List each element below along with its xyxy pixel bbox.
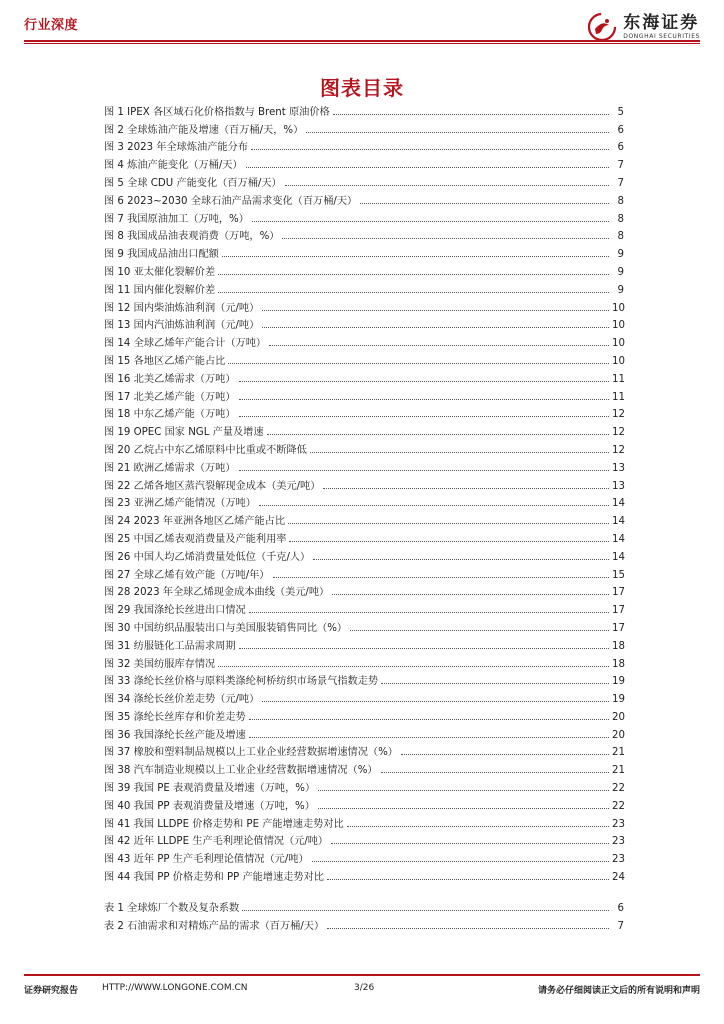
- toc-figure-entry-label: 图 43 近年 PP 生产毛利理论值情况（元/吨）: [104, 854, 309, 866]
- toc-table-entry-page: 6: [617, 902, 624, 914]
- toc-figure-entry-label: 图 21 欧洲乙烯需求（万吨）: [104, 462, 236, 474]
- logo-name-cn: 东海证券: [623, 12, 700, 33]
- toc-figure-entry-label: 图 19 OPEC 国家 NGL 产量及增速: [104, 427, 264, 439]
- dot-leader: [273, 577, 610, 578]
- dot-leader: [239, 416, 609, 417]
- dot-leader: [381, 772, 609, 773]
- toc-figure-entry[interactable]: [104, 118, 624, 136]
- toc-figure-entry-page: 22: [612, 783, 625, 795]
- page-title: 图表目录: [320, 76, 404, 100]
- toc-figure-entry-label: 图 34 涤纶长丝价差走势（元/吨）: [104, 694, 260, 706]
- header-divider: [24, 40, 700, 42]
- toc-figure-entry-page: 19: [612, 676, 625, 688]
- toc-figure-entry-label: 图 36 我国涤纶长丝产能及增速: [104, 729, 246, 741]
- dot-leader: [262, 701, 609, 702]
- toc-figure-entry-page: 17: [612, 622, 625, 634]
- toc-figure-entry-page: 21: [612, 765, 625, 777]
- toc-figure-entry[interactable]: [104, 153, 624, 171]
- toc-figure-entry-page: 9: [617, 284, 624, 296]
- toc-figure-entry-label: 图 37 橡胶和塑料制品规模以上工业企业经营数据增速情况（%）: [104, 747, 398, 759]
- toc-figure-entry-page: 11: [612, 373, 625, 385]
- dot-leader: [239, 399, 609, 400]
- dot-leader: [239, 648, 609, 649]
- toc-figure-entry-page: 23: [612, 854, 625, 866]
- toc-figure-entry-page: 17: [612, 587, 625, 599]
- toc-figure-entry-page: 15: [612, 569, 625, 581]
- toc-figure-entry[interactable]: [104, 278, 624, 296]
- toc-figure-entry-page: 10: [612, 338, 625, 350]
- toc-figure-entry-page: 8: [617, 231, 624, 243]
- toc-figure-entry-page: 21: [612, 747, 625, 759]
- toc-figure-entry-page: 17: [612, 605, 625, 617]
- toc-figure-entry[interactable]: [104, 474, 624, 492]
- toc-figure-entry[interactable]: [104, 456, 624, 474]
- toc-figure-entry[interactable]: [104, 438, 624, 456]
- toc-figure-entry[interactable]: [104, 527, 624, 545]
- dot-leader: [218, 292, 609, 293]
- toc-figure-entry[interactable]: [104, 242, 624, 260]
- dot-leader: [401, 754, 609, 755]
- logo-mark-icon: [587, 12, 617, 42]
- dot-leader: [262, 327, 609, 328]
- section-tag: 行业深度: [24, 18, 79, 33]
- dot-leader: [288, 523, 609, 524]
- toc-figure-entry-label: 图 2 全球炼油产能及增速（百万桶/天，%）: [104, 124, 304, 136]
- toc-figure-entry-page: 5: [617, 106, 624, 118]
- toc-figure-entry-label: 图 28 2023 年全球乙烯现金成本曲线（美元/吨）: [104, 587, 330, 599]
- toc-figure-entry-page: 14: [612, 498, 625, 510]
- dot-leader: [249, 612, 609, 613]
- toc-figure-entry-page: 13: [612, 480, 625, 492]
- toc-figure-entry-page: 18: [612, 640, 625, 652]
- dot-leader: [239, 470, 609, 471]
- dot-leader: [262, 310, 609, 311]
- toc-figure-entry[interactable]: [104, 741, 624, 759]
- toc-figure-entry[interactable]: [104, 331, 624, 349]
- dot-leader: [251, 149, 609, 150]
- toc-figure-entry[interactable]: [104, 723, 624, 741]
- toc-figure-entry-label: 图 42 近年 LLDPE 生产毛利理论值情况（元/吨）: [104, 836, 329, 848]
- toc-figure-entry[interactable]: [104, 545, 624, 563]
- toc-figure-entry-label: 图 18 中东乙烯产能（万吨）: [104, 409, 236, 421]
- toc-figure-entry[interactable]: [104, 136, 624, 154]
- dot-leader: [331, 843, 609, 844]
- toc-figure-entry[interactable]: [104, 616, 624, 634]
- dot-leader: [327, 879, 609, 880]
- dot-leader: [360, 203, 609, 204]
- toc-figure-entry-label: 图 11 国内催化裂解价差: [104, 284, 216, 296]
- toc-figure-entry[interactable]: [104, 652, 624, 670]
- toc-figure-entry-label: 图 35 涤纶长丝库存和价差走势: [104, 711, 246, 723]
- toc-figure-entry-label: 图 6 2023~2030 全球石油产品需求变化（百万桶/天）: [104, 195, 358, 207]
- toc-figure-entry[interactable]: [104, 403, 624, 421]
- toc-figure-entry[interactable]: [104, 314, 624, 332]
- toc-figure-entry-label: 图 32 美国纺服库存情况: [104, 658, 216, 670]
- toc-figure-entry-label: 图 14 全球乙烯年产能合计（万吨）: [104, 338, 267, 350]
- toc-figure-entry-label: 图 4 炼油产能变化（万桶/天）: [104, 160, 243, 172]
- toc-figure-entry-page: 23: [612, 818, 625, 830]
- toc-figure-entry-page: 20: [612, 729, 625, 741]
- toc-figure-entry-page: 12: [612, 427, 625, 439]
- toc-figure-entry[interactable]: [104, 171, 624, 189]
- toc-figure-entry[interactable]: [104, 189, 624, 207]
- table-of-figures: [104, 100, 624, 932]
- toc-figure-entry-label: 图 5 全球 CDU 产能变化（百万桶/天）: [104, 177, 282, 189]
- dot-leader: [228, 363, 609, 364]
- footer-report-type: 证券研究报告: [24, 986, 79, 996]
- toc-figure-entry[interactable]: [104, 225, 624, 243]
- toc-table-entry-page: 7: [617, 920, 624, 932]
- toc-figure-entry[interactable]: [104, 492, 624, 510]
- dot-leader: [222, 256, 609, 257]
- dot-leader: [246, 167, 609, 168]
- toc-figure-entry[interactable]: [104, 812, 624, 830]
- list-gap: [104, 883, 624, 896]
- footer-divider: [24, 974, 700, 976]
- dot-leader: [318, 808, 609, 809]
- toc-figure-entry-page: 18: [612, 658, 625, 670]
- toc-figure-entry-label: 图 10 亚太催化裂解价差: [104, 266, 216, 278]
- toc-figure-entry-label: 图 23 亚洲乙烯产能情况（万吨）: [104, 498, 256, 510]
- dot-leader: [323, 488, 609, 489]
- toc-figure-entry-page: 19: [612, 694, 625, 706]
- toc-figure-entry[interactable]: [104, 634, 624, 652]
- toc-figure-entry-label: 图 8 我国成品油表观消费（万吨，%）: [104, 231, 280, 243]
- toc-figure-entry[interactable]: [104, 830, 624, 848]
- dot-leader: [252, 221, 609, 222]
- toc-figure-entry-label: 图 12 国内柴油炼油利润（元/吨）: [104, 302, 260, 314]
- toc-figure-entry-page: 24: [612, 872, 625, 884]
- dot-leader: [310, 452, 609, 453]
- toc-figure-entry-page: 22: [612, 800, 625, 812]
- header-divider-thin: [24, 43, 700, 44]
- toc-table-entry[interactable]: [104, 914, 624, 932]
- toc-figure-entry-page: 10: [612, 355, 625, 367]
- toc-figure-entry-page: 11: [612, 391, 625, 403]
- toc-figure-entry-label: 图 25 中国乙烯表观消费量及产能利用率: [104, 533, 287, 545]
- toc-table-entry-label: 表 2 石油需求和对精炼产品的需求（百万桶/天）: [104, 920, 325, 932]
- toc-figure-entry-page: 7: [617, 160, 624, 172]
- toc-figure-entry-label: 图 3 2023 年全球炼油产能分布: [104, 142, 248, 154]
- toc-figure-entry-label: 图 40 我国 PP 表观消费量及增速（万吨，%）: [104, 800, 315, 812]
- toc-figure-entry-page: 10: [612, 302, 625, 314]
- dot-leader: [332, 594, 609, 595]
- dot-leader: [218, 274, 609, 275]
- toc-figure-entry-label: 图 31 纺服链化工品需求周期: [104, 640, 236, 652]
- toc-figure-entry-page: 14: [612, 533, 625, 545]
- table-list: [104, 896, 624, 932]
- footer-url-link[interactable]: HTTP://WWW.LONGONE.COM.CN: [102, 983, 248, 993]
- dot-leader: [306, 132, 609, 133]
- toc-figure-entry[interactable]: [104, 367, 624, 385]
- toc-figure-entry-page: 13: [612, 462, 625, 474]
- toc-figure-entry[interactable]: [104, 260, 624, 278]
- dot-leader: [282, 238, 609, 239]
- toc-figure-entry-label: 图 17 北美乙烯产能（万吨）: [104, 391, 236, 403]
- company-logo: [587, 12, 700, 42]
- toc-figure-entry-label: 图 9 我国成品油出口配额: [104, 249, 219, 261]
- toc-figure-entry-page: 10: [612, 320, 625, 332]
- toc-figure-entry[interactable]: [104, 794, 624, 812]
- toc-figure-entry-label: 图 44 我国 PP 价格走势和 PP 产能增速走势对比: [104, 872, 324, 884]
- toc-figure-entry-page: 14: [612, 551, 625, 563]
- toc-figure-entry[interactable]: [104, 598, 624, 616]
- toc-figure-entry-label: 图 15 各地区乙烯产能占比: [104, 355, 226, 367]
- figure-list: [104, 100, 624, 883]
- toc-figure-entry-label: 图 38 汽车制造业规模以上工业企业经营数据增速情况（%）: [104, 765, 378, 777]
- toc-figure-entry[interactable]: [104, 670, 624, 688]
- toc-figure-entry[interactable]: [104, 865, 624, 883]
- toc-figure-entry-label: 图 7 我国原油加工（万吨，%）: [104, 213, 249, 225]
- dot-leader: [218, 666, 609, 667]
- footer-disclaimer: 请务必仔细阅读正文后的所有说明和声明: [537, 986, 700, 996]
- toc-figure-entry-page: 9: [617, 266, 624, 278]
- toc-figure-entry-label: 图 39 我国 PE 表观消费量及增速（万吨，%）: [104, 783, 316, 795]
- toc-figure-entry-label: 图 27 全球乙烯有效产能（万吨/年）: [104, 569, 270, 581]
- toc-figure-entry[interactable]: [104, 100, 624, 118]
- logo-name-en: DONGHAI SECURITIES: [623, 32, 700, 40]
- toc-figure-entry-page: 6: [617, 142, 624, 154]
- toc-figure-entry-label: 图 20 乙烷占中东乙烯原料中比重或不断降低: [104, 444, 307, 456]
- toc-figure-entry-page: 9: [617, 249, 624, 261]
- toc-figure-entry[interactable]: [104, 207, 624, 225]
- dot-leader: [249, 719, 609, 720]
- page-footer: [24, 983, 700, 997]
- toc-figure-entry-page: 12: [612, 444, 625, 456]
- toc-figure-entry-page: 14: [612, 516, 625, 528]
- toc-figure-entry-page: 8: [617, 213, 624, 225]
- dot-leader: [259, 505, 609, 506]
- toc-figure-entry-page: 8: [617, 195, 624, 207]
- toc-figure-entry[interactable]: [104, 385, 624, 403]
- dot-leader: [327, 928, 609, 929]
- dot-leader: [239, 381, 609, 382]
- footer-page-number: 3/26: [354, 983, 375, 993]
- toc-figure-entry-label: 图 26 中国人均乙烯消费量处低位（千克/人）: [104, 551, 311, 563]
- toc-figure-entry[interactable]: [104, 758, 624, 776]
- toc-figure-entry[interactable]: [104, 349, 624, 367]
- dot-leader: [249, 737, 609, 738]
- toc-figure-entry-page: 6: [617, 124, 624, 136]
- toc-figure-entry-label: 图 1 IPEX 各区域石化价格指数与 Brent 原油价格: [104, 106, 330, 118]
- dot-leader: [347, 826, 609, 827]
- toc-table-entry[interactable]: [104, 896, 624, 914]
- dot-leader: [333, 114, 609, 115]
- toc-figure-entry-label: 图 24 2023 年亚洲各地区乙烯产能占比: [104, 516, 286, 528]
- dot-leader: [285, 185, 609, 186]
- toc-figure-entry-page: 20: [612, 711, 625, 723]
- dot-leader: [312, 861, 609, 862]
- toc-figure-entry[interactable]: [104, 420, 624, 438]
- dot-leader: [269, 345, 609, 346]
- toc-figure-entry-page: 12: [612, 409, 625, 421]
- toc-figure-entry[interactable]: [104, 847, 624, 865]
- toc-figure-entry[interactable]: [104, 581, 624, 599]
- toc-figure-entry-label: 图 22 乙烯各地区蒸汽裂解现金成本（美元/吨）: [104, 480, 321, 492]
- toc-figure-entry[interactable]: [104, 776, 624, 794]
- toc-figure-entry[interactable]: [104, 687, 624, 705]
- toc-figure-entry-page: 7: [617, 177, 624, 189]
- dot-leader: [318, 790, 609, 791]
- toc-figure-entry-label: 图 30 中国纺织品服装出口与美国服装销售同比（%）: [104, 622, 348, 634]
- toc-figure-entry[interactable]: [104, 509, 624, 527]
- toc-figure-entry-label: 图 16 北美乙烯需求（万吨）: [104, 373, 236, 385]
- toc-table-entry-label: 表 1 全球炼厂个数及复杂系数: [104, 902, 240, 914]
- dot-leader: [242, 910, 609, 911]
- toc-figure-entry[interactable]: [104, 296, 624, 314]
- toc-figure-entry-label: 图 41 我国 LLDPE 价格走势和 PE 产能增速走势对比: [104, 818, 344, 830]
- toc-figure-entry-page: 23: [612, 836, 625, 848]
- dot-leader: [313, 559, 609, 560]
- dot-leader: [267, 434, 609, 435]
- toc-figure-entry-label: 图 33 涤纶长丝价格与原料类涤纶柯桥纺织市场景气指数走势: [104, 676, 379, 688]
- dot-leader: [350, 630, 609, 631]
- dot-leader: [381, 683, 609, 684]
- toc-figure-entry-label: 图 13 国内汽油炼油利润（元/吨）: [104, 320, 260, 332]
- dot-leader: [289, 541, 609, 542]
- toc-figure-entry[interactable]: [104, 705, 624, 723]
- toc-figure-entry[interactable]: [104, 563, 624, 581]
- toc-figure-entry-label: 图 29 我国涤纶长丝进出口情况: [104, 605, 246, 617]
